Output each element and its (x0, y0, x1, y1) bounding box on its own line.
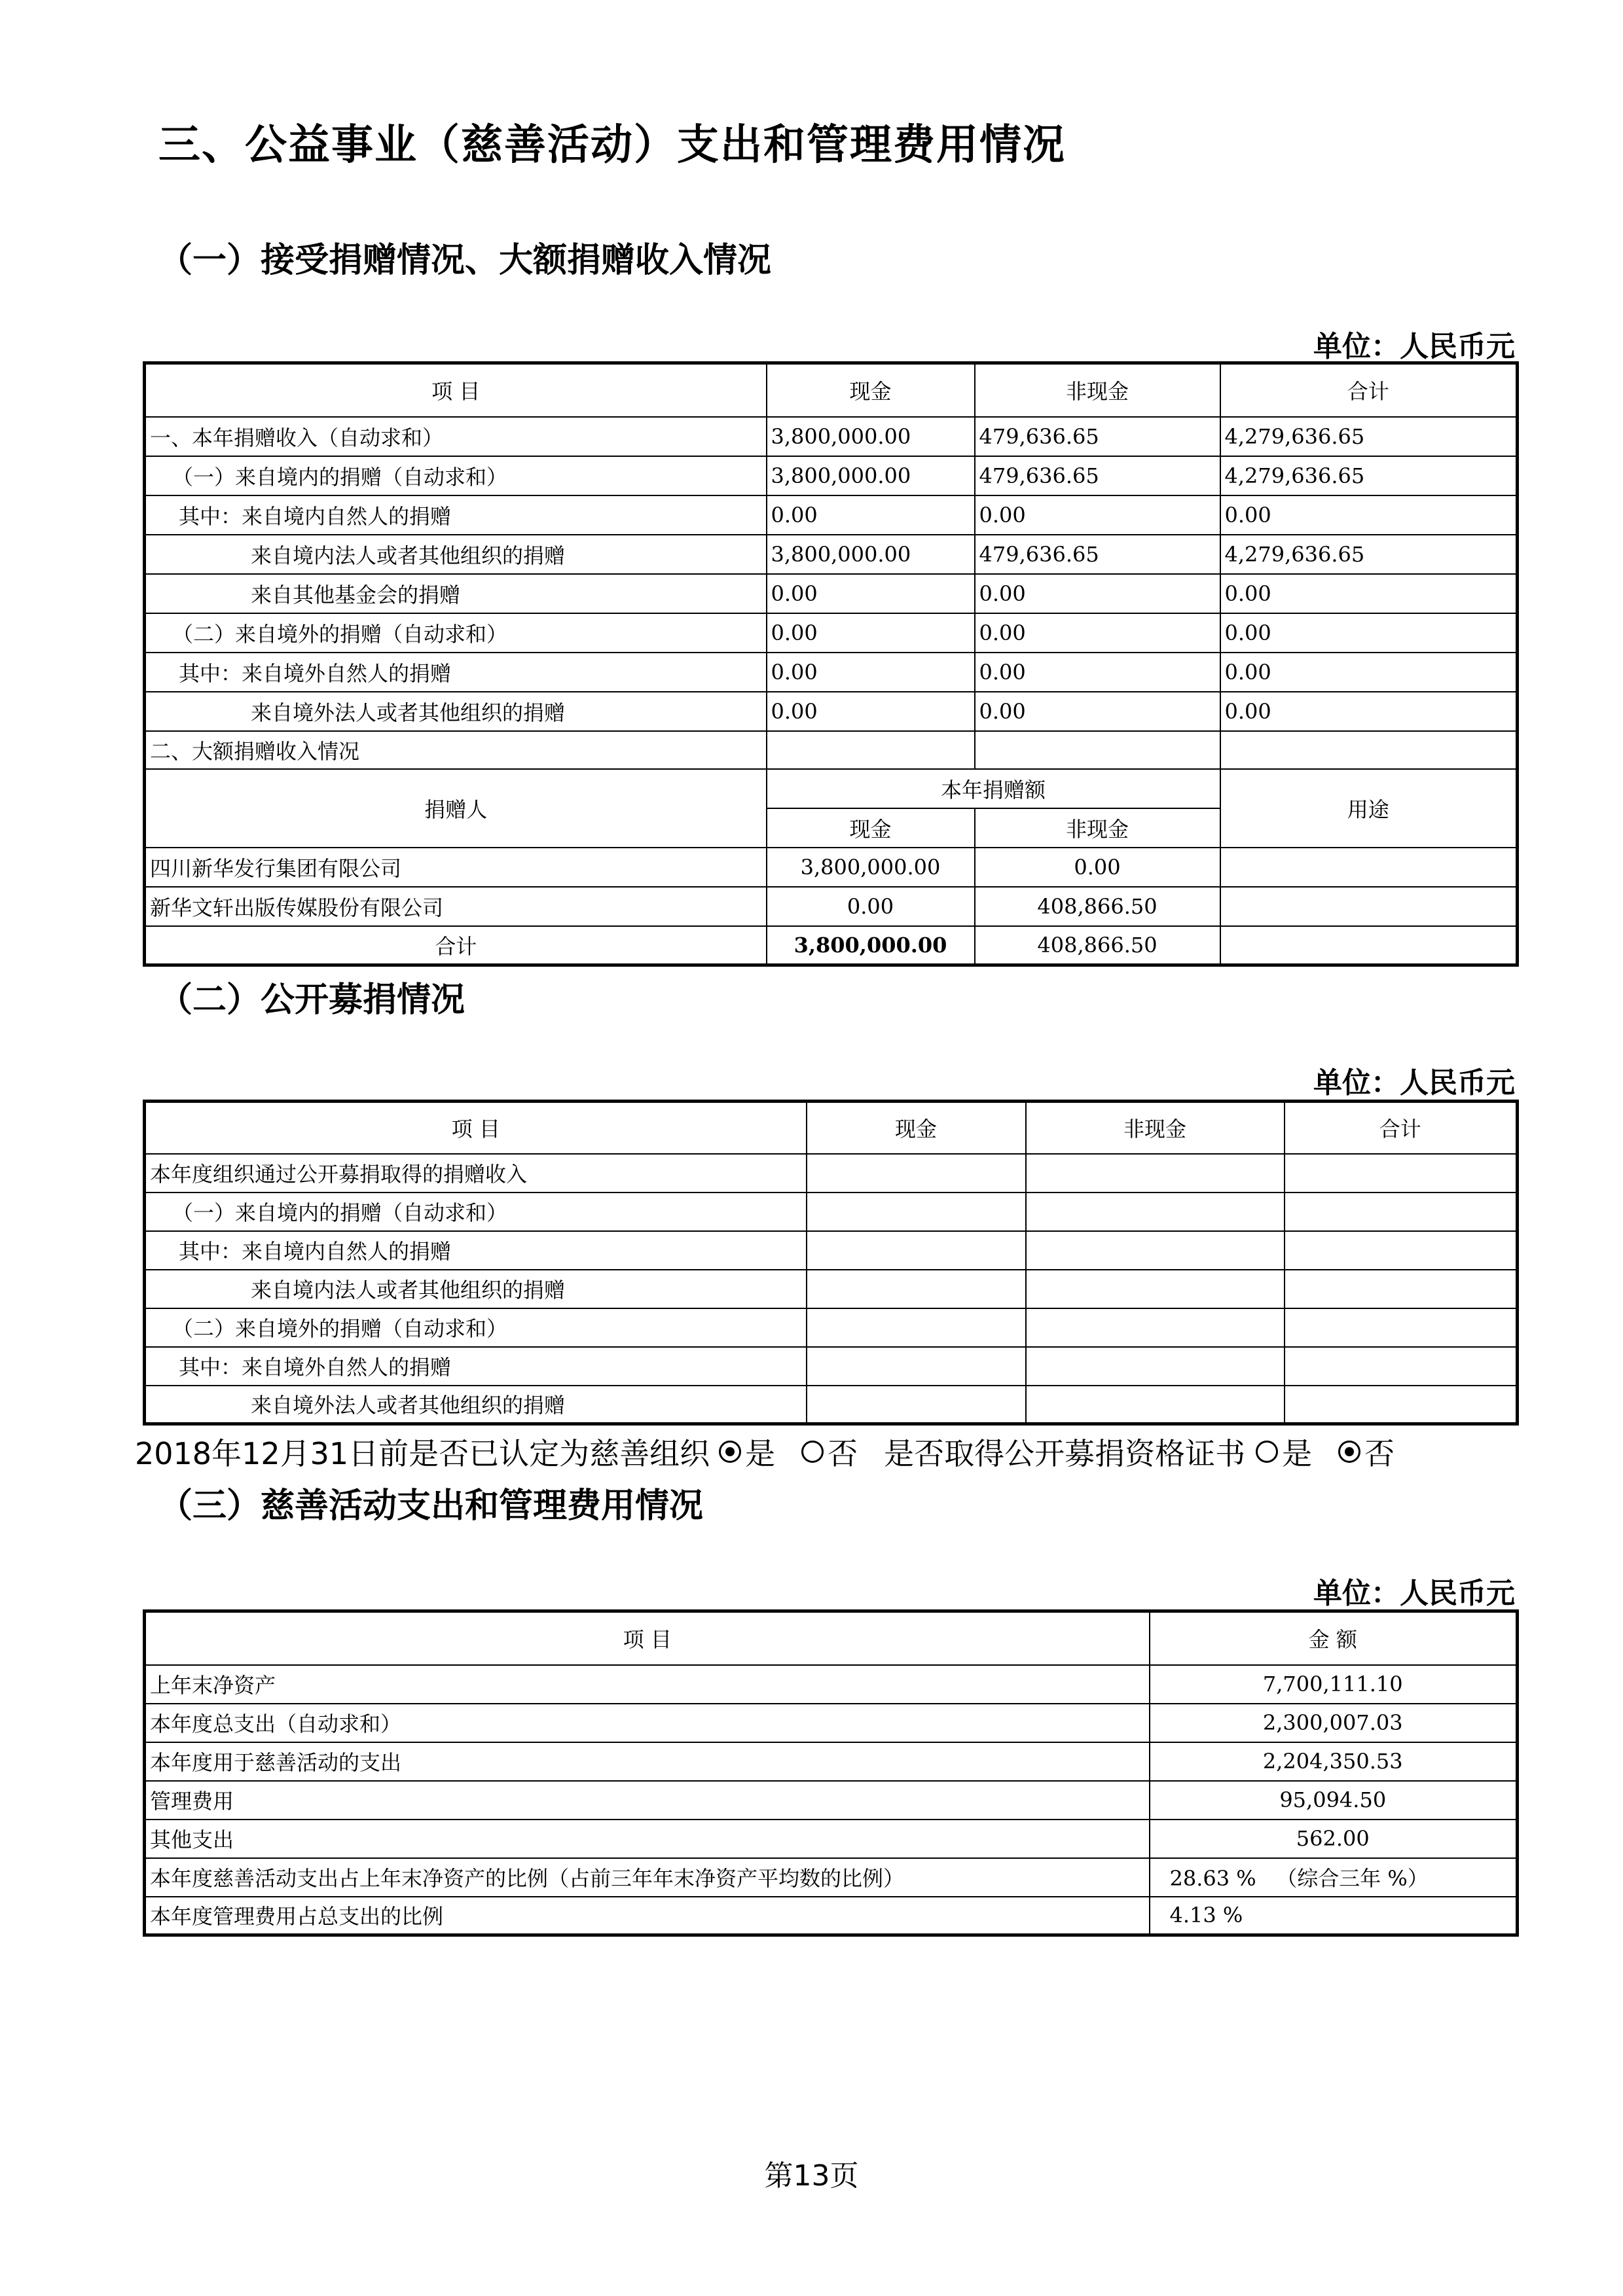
table-row (145, 1897, 1518, 1935)
row-item: 其中：来自境内自然人的捐赠 (145, 495, 767, 535)
table-row (145, 1665, 1518, 1704)
row-total: 0.00 (1220, 692, 1518, 731)
section3-heading: （三）慈善活动支出和管理费用情况 (158, 1486, 704, 1526)
radio-cert-no-label: 否 (1364, 1436, 1395, 1471)
charity-status-line (135, 1430, 1395, 1473)
radio-charity-yes[interactable] (719, 1441, 741, 1463)
header-noncash: 非现金 (975, 363, 1220, 417)
row-cash: 0.00 (767, 692, 975, 731)
header-cash: 现金 (767, 363, 975, 417)
row-item: 一、本年捐赠收入（自动求和） (145, 417, 767, 456)
row-item: 管理费用 (145, 1781, 1150, 1820)
header-donor: 捐赠人 (145, 769, 767, 848)
table-row (145, 653, 1518, 692)
row-item: 来自境内法人或者其他组织的捐赠 (145, 535, 767, 574)
table-row (145, 692, 1518, 731)
donor-noncash: 408,866.50 (975, 887, 1220, 926)
radio-cert-yes[interactable] (1256, 1441, 1278, 1463)
table-row (145, 1154, 1518, 1193)
section1-heading: （一）接受捐赠情况、大额捐赠收入情况 (158, 241, 772, 280)
row-noncash: 479,636.65 (975, 535, 1220, 574)
row-item: 本年度用于慈善活动的支出 (145, 1742, 1150, 1781)
header-use: 用途 (1220, 769, 1518, 848)
header-total: 合计 (1285, 1102, 1518, 1154)
table-row (145, 848, 1518, 887)
table-row (145, 1820, 1518, 1858)
table-row (145, 1270, 1518, 1308)
header-total: 合计 (1220, 363, 1518, 417)
table-row (145, 1347, 1518, 1386)
page-number: 第13页 (764, 2159, 859, 2193)
row-cash: 0.00 (767, 613, 975, 653)
donation-table (143, 361, 1519, 967)
row-cash: 3,800,000.00 (767, 417, 975, 456)
table-row (145, 1858, 1518, 1897)
row-item: （一）来自境内的捐赠（自动求和） (145, 1193, 807, 1231)
row-item: 其他支出 (145, 1820, 1150, 1858)
row-noncash: 479,636.65 (975, 417, 1220, 456)
row-noncash: 479,636.65 (975, 456, 1220, 495)
row-cash: 3,800,000.00 (767, 535, 975, 574)
header-large-noncash: 非现金 (975, 808, 1220, 848)
row-total: 4,279,636.65 (1220, 456, 1518, 495)
table-row (145, 1386, 1518, 1424)
row-item: 其中：来自境内自然人的捐赠 (145, 1231, 807, 1270)
page-title: 三、公益事业（慈善活动）支出和管理费用情况 (158, 121, 1066, 170)
row-cash: 3,800,000.00 (767, 456, 975, 495)
donor-use (1220, 848, 1518, 887)
large-total-noncash: 408,866.50 (975, 926, 1220, 965)
header-amount: 本年捐赠额 (767, 769, 1220, 808)
question-charity-recognized: 2018年12月31日前是否已认定为慈善组织 (135, 1436, 710, 1471)
donor-use (1220, 887, 1518, 926)
donor-name: 新华文轩出版传媒股份有限公司 (145, 887, 767, 926)
radio-cert-no[interactable] (1338, 1441, 1360, 1463)
header-item: 项 目 (145, 363, 767, 417)
row-total: 0.00 (1220, 495, 1518, 535)
unit-label-1: 单位：人民币元 (1313, 330, 1515, 363)
large-total-label: 合计 (145, 926, 767, 965)
row-noncash: 0.00 (975, 653, 1220, 692)
header-large-cash: 现金 (767, 808, 975, 848)
donor-cash: 0.00 (767, 887, 975, 926)
header-cash: 现金 (807, 1102, 1026, 1154)
row-item: 其中：来自境外自然人的捐赠 (145, 653, 767, 692)
row-noncash: 0.00 (975, 613, 1220, 653)
header-item: 项 目 (145, 1611, 1150, 1665)
donor-name: 四川新华发行集团有限公司 (145, 848, 767, 887)
row-noncash: 0.00 (975, 574, 1220, 613)
table-row (145, 456, 1518, 495)
radio-charity-no-label: 否 (828, 1436, 858, 1471)
row-amount: 7,700,111.10 (1150, 1665, 1518, 1704)
row-item: （二）来自境外的捐赠（自动求和） (145, 1308, 807, 1347)
donor-noncash: 0.00 (975, 848, 1220, 887)
section2-heading: （二）公开募捐情况 (158, 980, 465, 1020)
table-row (145, 1231, 1518, 1270)
row-item: 来自其他基金会的捐赠 (145, 574, 767, 613)
table-row (145, 926, 1518, 965)
header-item: 项 目 (145, 1102, 807, 1154)
question-fundraising-cert: 是否取得公开募捐资格证书 (884, 1436, 1246, 1471)
large-donation-heading: 二、大额捐赠收入情况 (145, 731, 767, 769)
large-total-cash: 3,800,000.00 (767, 926, 975, 965)
row-total: 4,279,636.65 (1220, 417, 1518, 456)
row-amount: 2,204,350.53 (1150, 1742, 1518, 1781)
donor-cash: 3,800,000.00 (767, 848, 975, 887)
header-amount: 金 额 (1150, 1611, 1518, 1665)
row-item: （一）来自境内的捐赠（自动求和） (145, 456, 767, 495)
public-fundraising-table (143, 1100, 1519, 1426)
row-amount: 4.13 % (1150, 1897, 1518, 1935)
table-row (145, 1308, 1518, 1347)
table-row (145, 1742, 1518, 1781)
radio-cert-yes-label: 是 (1282, 1436, 1313, 1471)
table-row (145, 417, 1518, 456)
row-cash: 0.00 (767, 495, 975, 535)
radio-charity-yes-label: 是 (745, 1436, 776, 1471)
unit-label-2: 单位：人民币元 (1313, 1066, 1515, 1100)
row-cash: 0.00 (767, 653, 975, 692)
row-total: 0.00 (1220, 574, 1518, 613)
radio-charity-no[interactable] (801, 1441, 824, 1463)
row-item: 本年度管理费用占总支出的比例 (145, 1897, 1150, 1935)
row-amount: 95,094.50 (1150, 1781, 1518, 1820)
row-amount: 562.00 (1150, 1820, 1518, 1858)
row-noncash: 0.00 (975, 692, 1220, 731)
row-total: 4,279,636.65 (1220, 535, 1518, 574)
table-row (145, 574, 1518, 613)
row-total: 0.00 (1220, 613, 1518, 653)
table-row (145, 731, 1518, 769)
unit-label-3: 单位：人民币元 (1313, 1577, 1515, 1610)
header-noncash: 非现金 (1026, 1102, 1285, 1154)
row-item: 本年度组织通过公开募捐取得的捐赠收入 (145, 1154, 807, 1193)
table-row (145, 1193, 1518, 1231)
row-amount: 2,300,007.03 (1150, 1704, 1518, 1742)
expenditure-table (143, 1609, 1519, 1937)
table-row (145, 535, 1518, 574)
row-amount: 28.63 % （综合三年 %） (1150, 1858, 1518, 1897)
row-item: 来自境外法人或者其他组织的捐赠 (145, 1386, 807, 1424)
table-row (145, 1781, 1518, 1820)
table-row (145, 887, 1518, 926)
table-row (145, 495, 1518, 535)
row-item: 本年度总支出（自动求和） (145, 1704, 1150, 1742)
table-row (145, 1704, 1518, 1742)
row-item: 其中：来自境外自然人的捐赠 (145, 1347, 807, 1386)
row-cash: 0.00 (767, 574, 975, 613)
row-total: 0.00 (1220, 653, 1518, 692)
row-item: 上年末净资产 (145, 1665, 1150, 1704)
row-item: 来自境外法人或者其他组织的捐赠 (145, 692, 767, 731)
table-row (145, 613, 1518, 653)
row-item: 来自境内法人或者其他组织的捐赠 (145, 1270, 807, 1308)
row-item: （二）来自境外的捐赠（自动求和） (145, 613, 767, 653)
row-noncash: 0.00 (975, 495, 1220, 535)
row-item: 本年度慈善活动支出占上年末净资产的比例（占前三年年末净资产平均数的比例） (145, 1858, 1150, 1897)
